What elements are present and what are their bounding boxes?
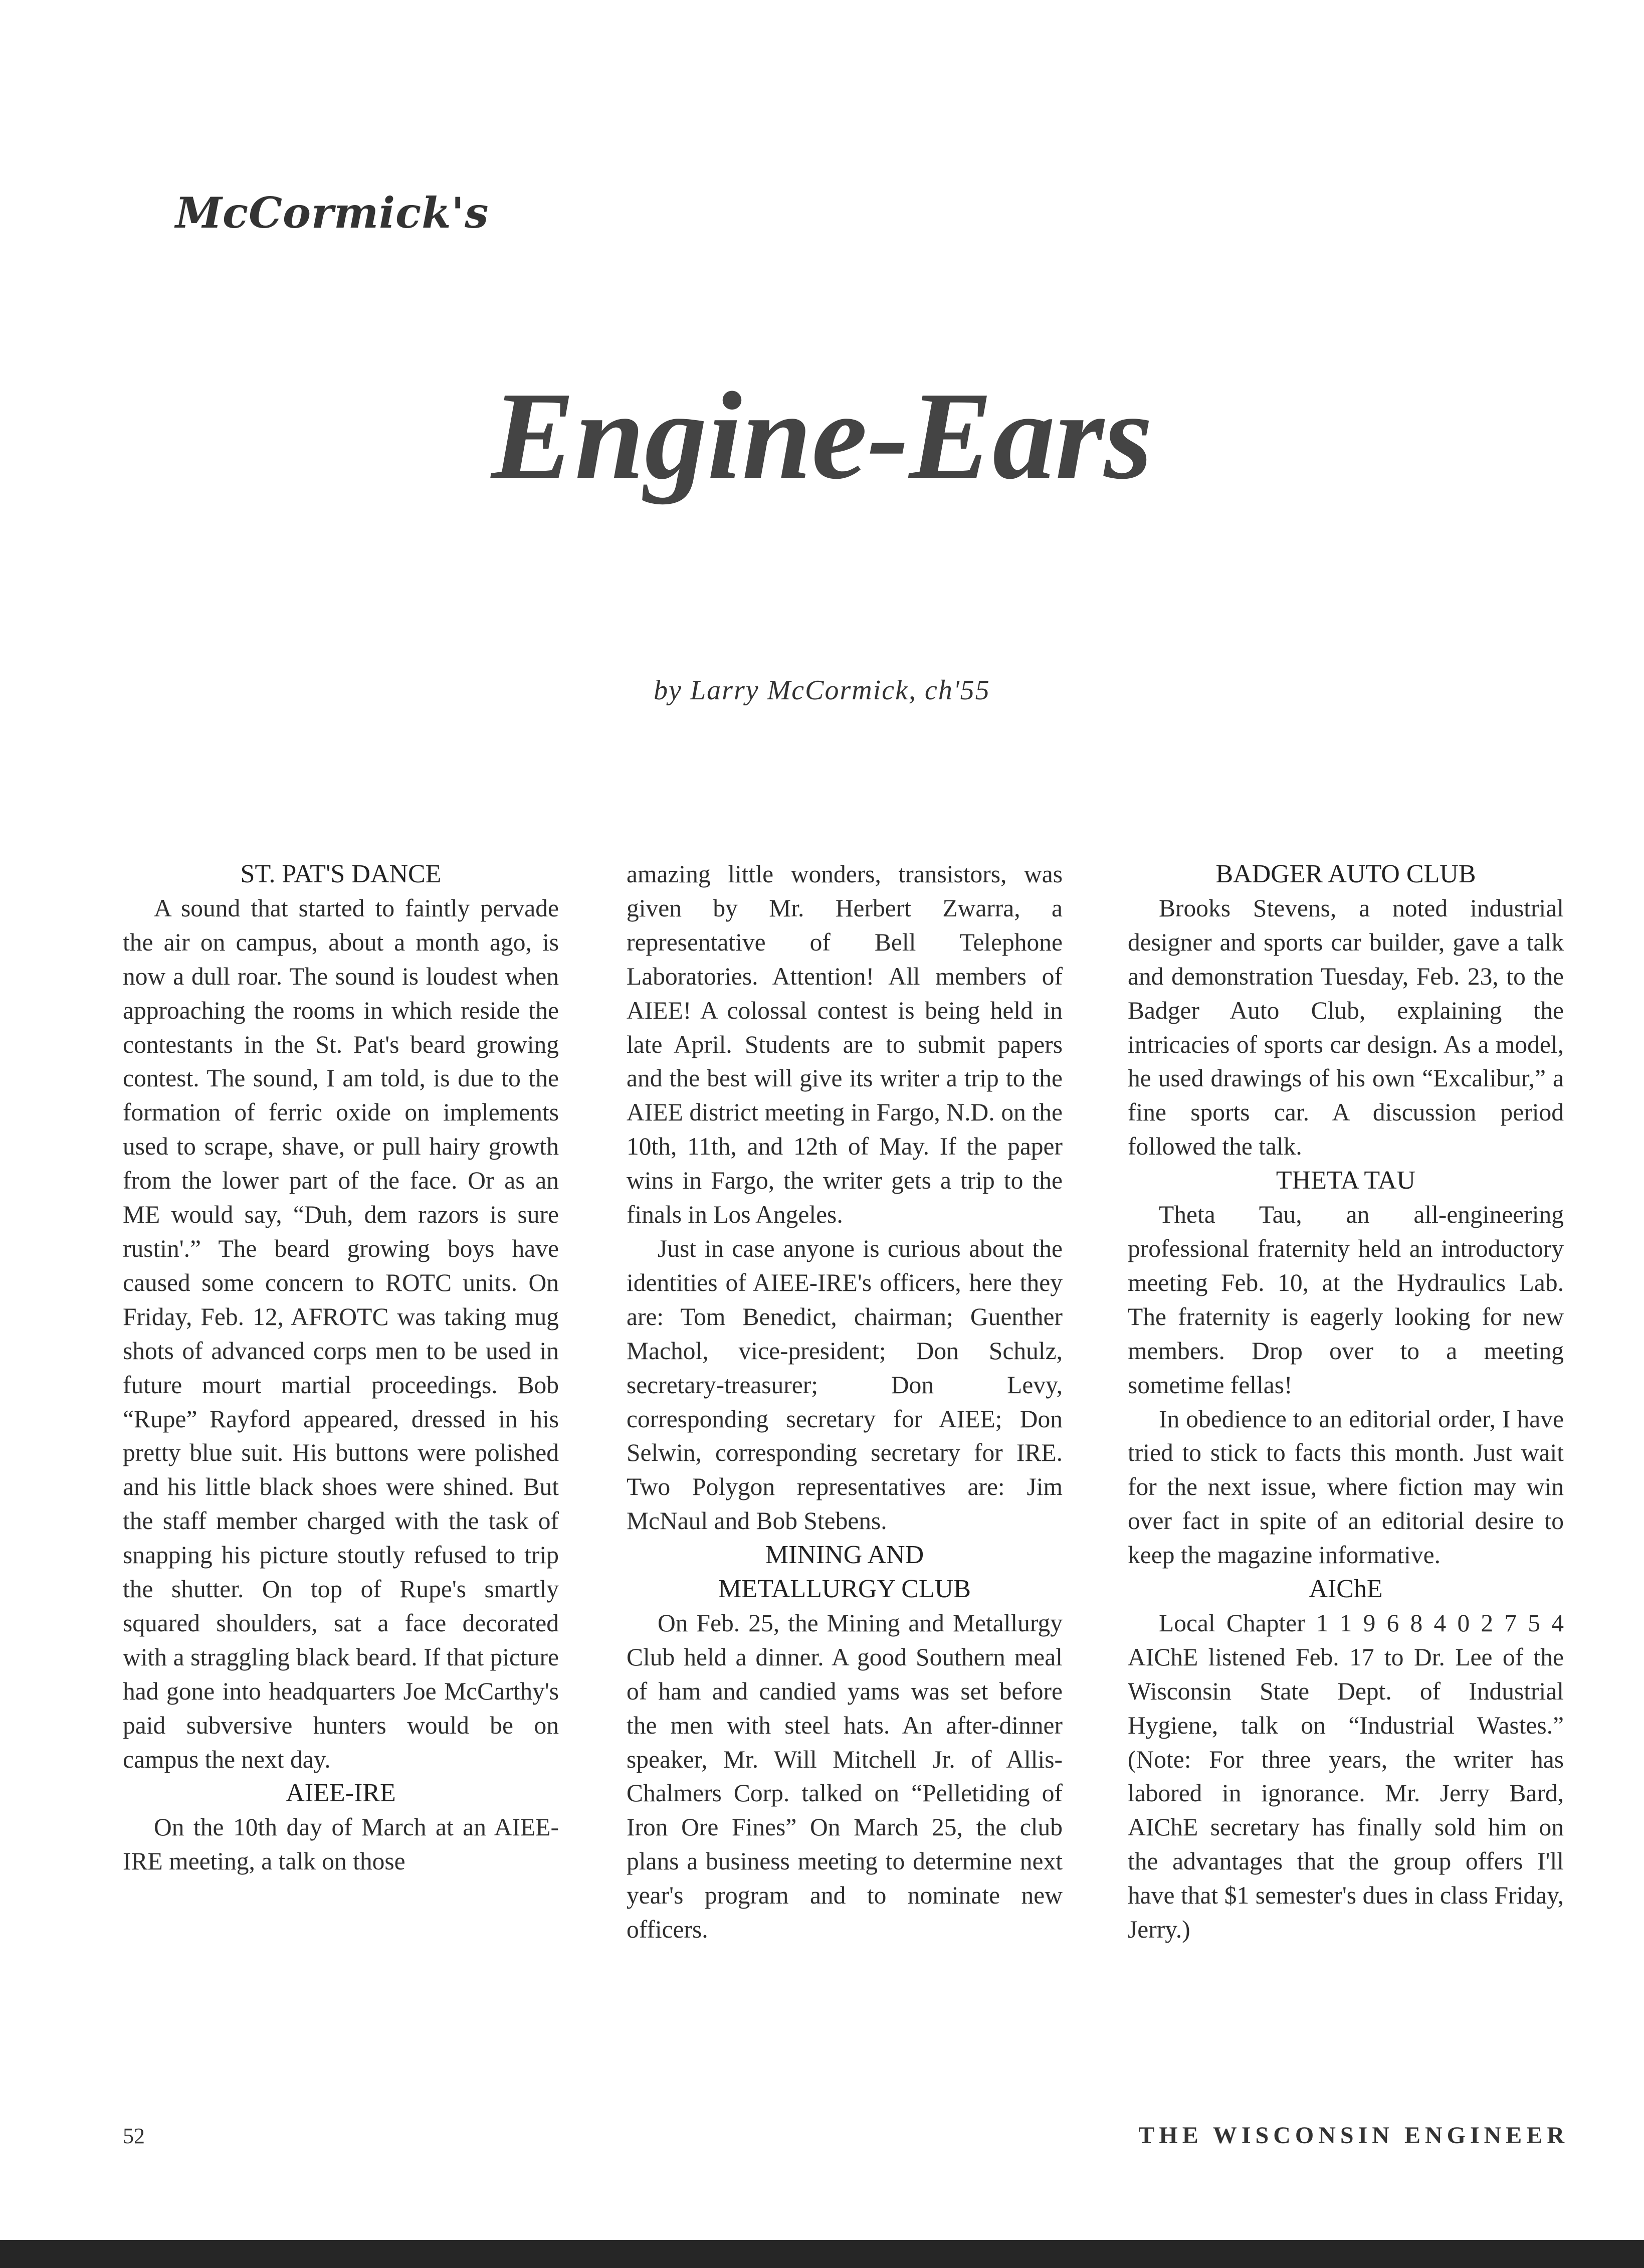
section-heading: AIEE-IRE [286, 1779, 396, 1808]
section-heading: BADGER AUTO CLUB [1215, 860, 1476, 888]
scan-edge-band [0, 2240, 1644, 2268]
page-number: 52 [123, 2124, 145, 2148]
column-1 [123, 857, 559, 1878]
article-paragraph: Brooks Stevens, a noted industrial designer and sports car builder, gave a talk and demonstration Tuesday, Feb. 23, to the Badger Auto Club, explaining the intricacies of sports car design. As a model, he used drawings of his own “Excalibur,” a fine sports car. A discussion period followed the talk. [1128, 894, 1564, 1161]
column-logo: McCormick's [175, 188, 489, 238]
article-paragraph: A sound that started to faintly pervade the air on campus, about a month ago, is now a dull roar. The sound is loudest when approaching the rooms in which reside the contestants in the St. Pat's beard growing contest. The sound, I am told, is due to the formation of ferric oxide on implements used to scrape, shave, or pull hairy growth from the lower part of the face. Or as an ME would say, “Duh, dem razors is sure rustin'.” The beard growing boys have caused some concern to ROTC units. On Friday, Feb. 12, AFROTC was taking mug shots of advanced corps men to be used in future mourt martial proceedings. Bob “Rupe” Rayford appeared, dressed in his pretty blue suit. His buttons were polished and his little black shoes were shined. But the staff member charged with the task of snapping his picture stoutly refused to trip the shutter. On top of Rupe's smartly squared shoulders, sat a face decorated with a straggling black beard. If that picture had gone into headquarters Joe McCarthy's paid subversive hunters would be on campus the next day. [123, 894, 559, 1773]
byline: by Larry McCormick, ch'55 [654, 675, 990, 706]
section-heading: THETA TAU [1276, 1166, 1416, 1195]
article-paragraph: amazing little wonders, transistors, was given by Mr. Herbert Zwarra, a representative of Bell Telephone Laboratories. Attention! All members of AIEE! A colossal contest is being held in late April. Students are to submit papers and the best will give its writer a trip to the AIEE district meeting in Fargo, N.D. on the 10th, 11th, and 12th of May. If the paper wins in Fargo, the writer gets a trip to the finals in Los Angeles. [627, 860, 1063, 1229]
article-paragraph: Theta Tau, an all-engineering professional fraternity held an introductory meeting Feb. 10, at the Hydraulics Lab. The fraternity is eagerly looking for new members. Drop over to a meeting sometime fellas! [1128, 1201, 1564, 1399]
section-heading: METALLURGY CLUB [718, 1575, 971, 1604]
magazine-name: THE WISCONSIN ENGINEER [1138, 2122, 1569, 2149]
article-paragraph: On the 10th day of March at an AIEE-IRE meeting, a talk on those [123, 1813, 559, 1875]
column-2 [627, 857, 1063, 1947]
article-paragraph: Local Chapter 1 1 9 6 8 4 0 2 7 5 4 AIChE listened Feb. 17 to Dr. Lee of the Wisconsin State Dept. of Industrial Hygiene, talk on “Industrial Wastes.” (Note: For three years, the writer has labored in ignorance. Mr. Jerry Bard, AIChE secretary has finally sold him on the advantages that the group offers I'll have that $1 semester's dues in class Friday, Jerry.) [1128, 1609, 1564, 1944]
column-3 [1128, 857, 1564, 1947]
section-heading: MINING AND [765, 1541, 924, 1570]
article-paragraph: On Feb. 25, the Mining and Metallurgy Club held a dinner. A good Southern meal of ham and candied yams was set before the men with steel hats. An after-dinner speaker, Mr. Will Mitchell Jr. of Allis-Chalmers Corp. talked on “Pelletiding of Iron Ore Fines” On March 25, the club plans a business meeting to determine next year's program and to nominate new officers. [627, 1609, 1063, 1944]
section-heading: ST. PAT'S DANCE [240, 860, 442, 888]
page-title: Engine-Ears [491, 366, 1153, 505]
article-paragraph: In obedience to an editorial order, I have tried to stick to facts this month. Just wait for the next issue, where fiction may win over fact in spite of an editorial desire to keep the magazine informative. [1128, 1405, 1564, 1569]
article-paragraph: Just in case anyone is curious about the identities of AIEE-IRE's officers, here they are: Tom Benedict, chairman; Guenther Machol, vice-president; Don Schulz, secretary-treasurer; Don Levy, corresponding secretary for AIEE; Don Selwin, corresponding secretary for IRE. Two Polygon representatives are: Jim McNaul and Bob Stebens. [627, 1234, 1063, 1535]
section-heading: AIChE [1309, 1575, 1383, 1604]
